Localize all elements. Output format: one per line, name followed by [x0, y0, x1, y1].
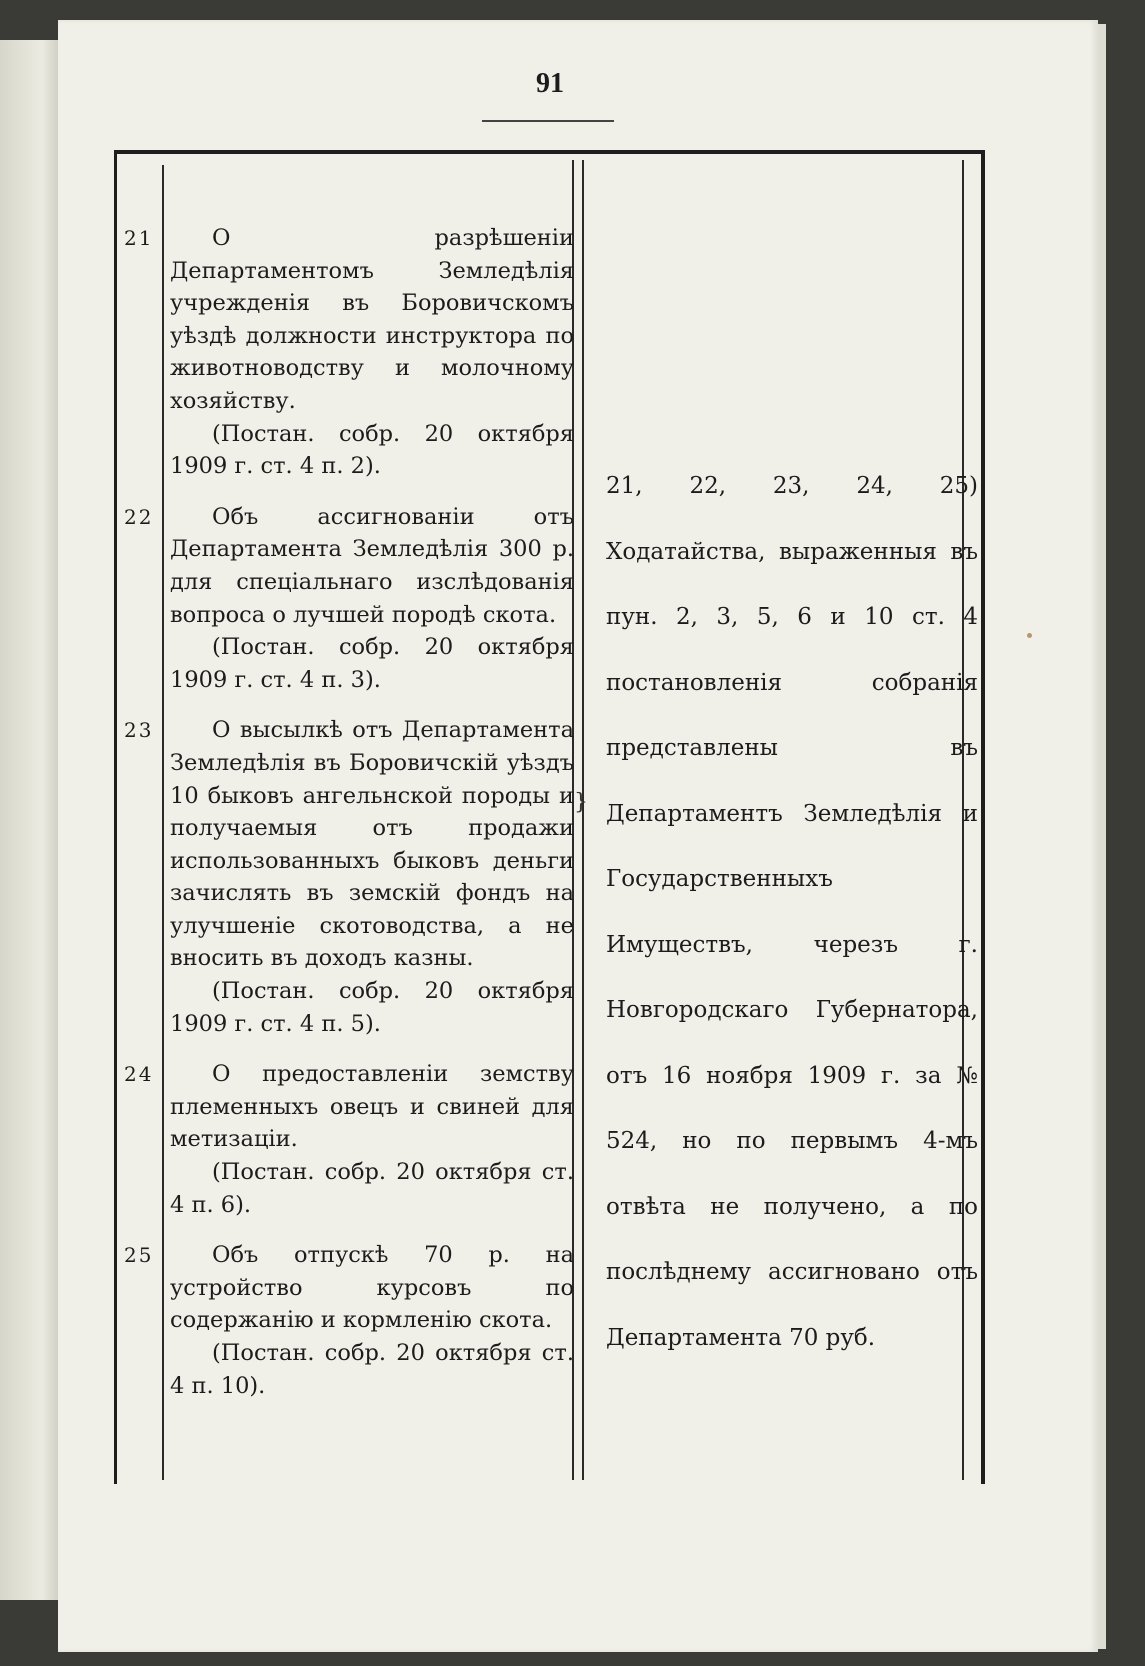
- entries-column: [124, 222, 574, 1420]
- entry-body: [170, 1058, 574, 1221]
- entry-number: 23: [124, 718, 154, 743]
- page-number-underline: [482, 120, 614, 122]
- entry-reference: (Постан. собр. 20 октября 1909 г. ст. 4 п. 5).: [170, 978, 574, 1037]
- entry-title: Объ отпускѣ 70 р. на устройство курсовъ по содержанію и кормленію скота.: [170, 1242, 574, 1334]
- entry: [124, 1058, 574, 1221]
- entry-body: [170, 1239, 574, 1402]
- entry-number: 25: [124, 1243, 154, 1268]
- entry: [124, 714, 574, 1040]
- resolution-note: 21, 22, 23, 24, 25) Ходатайства, выраженныя въ пун. 2, 3, 5, 6 и 10 ст. 4 постановленія собранія представлены въ Департаментъ Земледѣлія и Государственныхъ Имуществъ, черезъ г. Новгородскаго Губернатора, отъ 16 ноября 1909 г. за № 524, но по первымъ 4-мъ отвѣта не получено, а по послѣднему ассигновано отъ Департамента 70 руб.: [606, 473, 978, 1351]
- entry: [124, 501, 574, 697]
- entry-body: [170, 501, 574, 697]
- entry-body: [170, 714, 574, 1040]
- entry-title: О высылкѣ отъ Департамента Земледѣлія въ Боровичскій уѣздъ 10 быковъ ангельнской породы и получаемыя отъ продажи использованныхъ быковъ деньги зачислять въ земскій фондъ на улучшеніе скотоводства, а не вносить въ доходъ казны.: [170, 717, 574, 972]
- entry-title: Объ ассигнованіи отъ Департамента Земледѣлія 300 р. для спеціальнаго изслѣдованія вопроса о лучшей породѣ скота.: [170, 503, 574, 628]
- page-number: 91: [536, 68, 564, 99]
- entry-number: 24: [124, 1062, 154, 1087]
- entry-reference: (Постан. собр. 20 октября ст. 4 п. 6).: [170, 1159, 574, 1218]
- entry-reference: (Постан. собр. 20 октября ст. 4 п. 10).: [170, 1340, 574, 1399]
- entry-reference: (Постан. собр. 20 октября 1909 г. ст. 4 п. 3).: [170, 634, 574, 693]
- paper-blemish: [1027, 633, 1032, 638]
- entry-reference: (Постан. собр. 20 октября 1909 г. ст. 4 п. 2).: [170, 420, 574, 480]
- entry-number: 22: [124, 504, 154, 529]
- previous-page-edge: [0, 40, 60, 1600]
- entry: [124, 222, 574, 483]
- center-column-rule: [582, 160, 584, 1480]
- entry-title: О предоставленіи земству племенныхъ овецъ и свиней для метизаціи.: [170, 1061, 574, 1153]
- entry-title: О разрѣшеніи Департаментомъ Земледѣлія учрежденія въ Боровичскомъ уѣздѣ должности инструктора по животноводству и молочному хозяйству.: [170, 225, 574, 414]
- entry: [124, 1239, 574, 1402]
- page-right-edge: [1098, 24, 1106, 1649]
- entry-number: 21: [124, 226, 154, 250]
- grouping-brace: }: [574, 790, 588, 815]
- entry-body: [170, 222, 574, 483]
